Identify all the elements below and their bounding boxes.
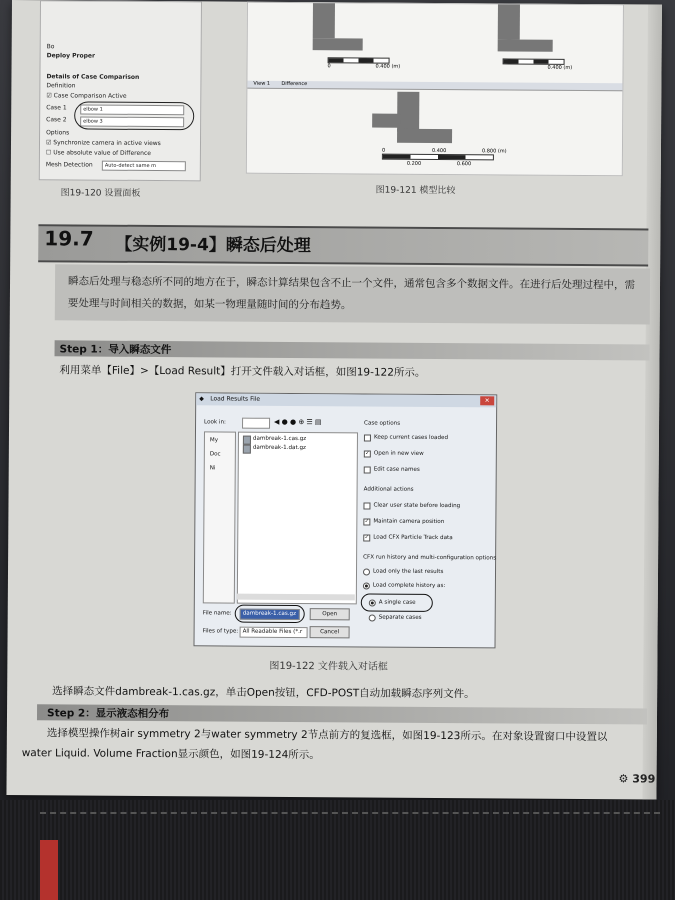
case-highlight-ring <box>74 101 194 130</box>
section-title: Details of Case Comparison <box>46 73 140 81</box>
file-name-highlight-ring <box>235 605 305 623</box>
fig-122-caption: 图19-122 文件载入对话框 <box>269 660 388 673</box>
scale-label: 0 <box>381 147 386 154</box>
intro-text: 瞬态后处理与稳态所不同的地方在于，瞬态计算结果包含不止一个文件，通常包含多个数据文件。在进行后处理过程中，需要处理与时间相关的数据，如某一物理量随时间的分布趋势。 <box>67 275 636 312</box>
load-last-radio[interactable] <box>363 568 370 575</box>
cfx-history-label: CFX run history and multi-configuration options <box>363 554 497 562</box>
scale-label: 0.800 (m) <box>481 148 507 155</box>
book-page <box>6 0 662 800</box>
open-new-view-checkbox[interactable]: ✓ <box>365 450 370 457</box>
place-item[interactable]: Ni <box>209 465 216 472</box>
scale-label: 0.400 (m) <box>547 64 573 71</box>
open-button[interactable]: Open <box>310 608 350 620</box>
definition-label: Definition <box>46 82 76 90</box>
file-type-label: Files of type: <box>202 628 239 635</box>
bookmark-ribbon <box>40 840 58 900</box>
scale-bar <box>382 154 494 161</box>
look-in-label: Look in: <box>204 419 226 426</box>
case2-select[interactable]: elbow 3 <box>80 116 184 127</box>
step2-line1: 选择模型操作树air symmetry 2与water symmetry 2节点前方的复选框，如图19-123所示。在对象设置窗口中设置以 <box>46 727 608 744</box>
place-item[interactable]: My <box>209 437 219 444</box>
cover-stitching <box>40 812 660 814</box>
file-name-label: File name: <box>202 610 232 617</box>
tree-item-2[interactable]: Deploy Proper <box>46 52 95 60</box>
case2-label: Case 2 <box>46 116 67 124</box>
pipe-shape <box>498 39 553 51</box>
clear-user-state-checkbox[interactable] <box>363 502 370 509</box>
case1-label: Case 1 <box>46 104 67 112</box>
cancel-button[interactable]: Cancel <box>310 626 350 638</box>
scale-label: 0.200 <box>406 160 422 167</box>
pipe-shape <box>372 114 400 128</box>
fig-120-caption: 图19-120 设置面板 <box>60 188 141 199</box>
pipe-shape <box>397 129 452 143</box>
after-dialog-text: 选择瞬态文件dambreak-1.cas.gz，单击Open按钮，CFD-POST自动加载瞬态序列文件。 <box>52 685 475 701</box>
scale-label: 0.600 <box>456 161 472 168</box>
section-number: 19.7 <box>44 226 94 251</box>
scale-label: 0.400 <box>431 147 447 155</box>
case-options-label: Case options <box>364 420 401 427</box>
dialog-title: Load Results File <box>210 395 261 403</box>
load-results-dialog <box>193 392 497 648</box>
additional-actions-label: Additional actions <box>363 486 414 493</box>
close-button[interactable]: ✕ <box>480 396 494 405</box>
case1-select[interactable]: elbow 1 <box>80 104 184 115</box>
page-number: ⚙ 399 <box>618 772 656 786</box>
place-item[interactable]: Doc <box>209 451 221 458</box>
file-name-input[interactable]: dambreak-1.cas.gz <box>240 609 300 620</box>
nav-toolbar-icons[interactable]: ◀ ● ● ⊕ ☰ ▤ <box>274 417 322 427</box>
fig-121-caption: 图19-121 模型比较 <box>375 185 456 197</box>
app-icon: ◆ <box>199 395 204 403</box>
look-in-select[interactable] <box>242 418 270 429</box>
step2-label: Step 2：显示液态相分布 <box>46 707 170 721</box>
options-label: Options <box>46 129 70 137</box>
file-type-select[interactable]: All Readable Files (*.r <box>240 627 308 638</box>
case-comparison-active[interactable]: ☑ Case Comparison Active <box>46 92 127 100</box>
load-particle-label: Load CFX Particle Track data <box>373 534 453 542</box>
file-item[interactable]: dambreak-1.cas.gz <box>252 435 307 443</box>
file-list <box>237 432 358 605</box>
pipe-shape <box>313 3 335 38</box>
step1-text: 利用菜单【File】>【Load Result】打开文件载入对话框，如图19-122所示。 <box>59 364 426 379</box>
keep-current-checkbox[interactable] <box>364 434 371 441</box>
edit-case-names-label: Edit case names <box>373 466 420 473</box>
step2-line2: water Liquid. Volume Fraction显示颜色，如图19-124所示。 <box>21 747 320 762</box>
keep-current-label: Keep current cases loaded <box>373 434 449 442</box>
sync-camera-checkbox[interactable]: ☑ Synchronize camera in active views <box>45 139 161 148</box>
tree-item-1[interactable]: Bo <box>46 43 55 51</box>
mesh-detection-select[interactable]: Auto-detect same m <box>102 161 186 172</box>
horizontal-scrollbar[interactable] <box>237 594 355 601</box>
pipe-shape <box>313 38 363 50</box>
single-case-label: A single case <box>378 599 416 606</box>
scale-label: 0.400 (m) <box>375 63 401 70</box>
pipe-shape <box>498 4 520 39</box>
scale-label: 0 <box>327 63 331 70</box>
load-complete-radio[interactable] <box>363 582 370 589</box>
settings-panel <box>39 0 202 181</box>
file-item[interactable]: dambreak-1.dat.gz <box>252 444 306 452</box>
tab-view1[interactable]: View 1 <box>253 80 271 87</box>
step1-label: Step 1：导入瞬态文件 <box>59 343 172 357</box>
maintain-camera-label: Maintain camera position <box>373 518 445 526</box>
file-icon <box>243 445 251 454</box>
edit-case-names-checkbox[interactable] <box>364 466 371 473</box>
load-particle-checkbox[interactable]: ✓ <box>364 534 369 541</box>
tab-difference[interactable]: Difference <box>281 80 308 88</box>
clear-user-state-label: Clear user state before loading <box>373 502 461 510</box>
pipe-shape <box>397 92 419 132</box>
file-icon <box>243 436 251 445</box>
load-complete-label: Load complete history as: <box>372 582 446 590</box>
open-new-view-label: Open in new view <box>373 450 424 457</box>
abs-value-checkbox[interactable]: ☐ Use absolute value of Difference <box>45 149 152 157</box>
notebook-cover <box>0 800 675 900</box>
separate-cases-label: Separate cases <box>378 614 422 621</box>
mesh-detection-label: Mesh Detection <box>45 161 93 169</box>
single-case-highlight-ring <box>361 593 433 612</box>
separate-cases-radio[interactable] <box>369 615 376 622</box>
model-comparison-figure <box>246 2 624 177</box>
section-title: 【实例19-4】瞬态后处理 <box>115 234 311 257</box>
load-last-label: Load only the last results <box>372 568 444 576</box>
maintain-camera-checkbox[interactable]: ✓ <box>364 518 369 525</box>
